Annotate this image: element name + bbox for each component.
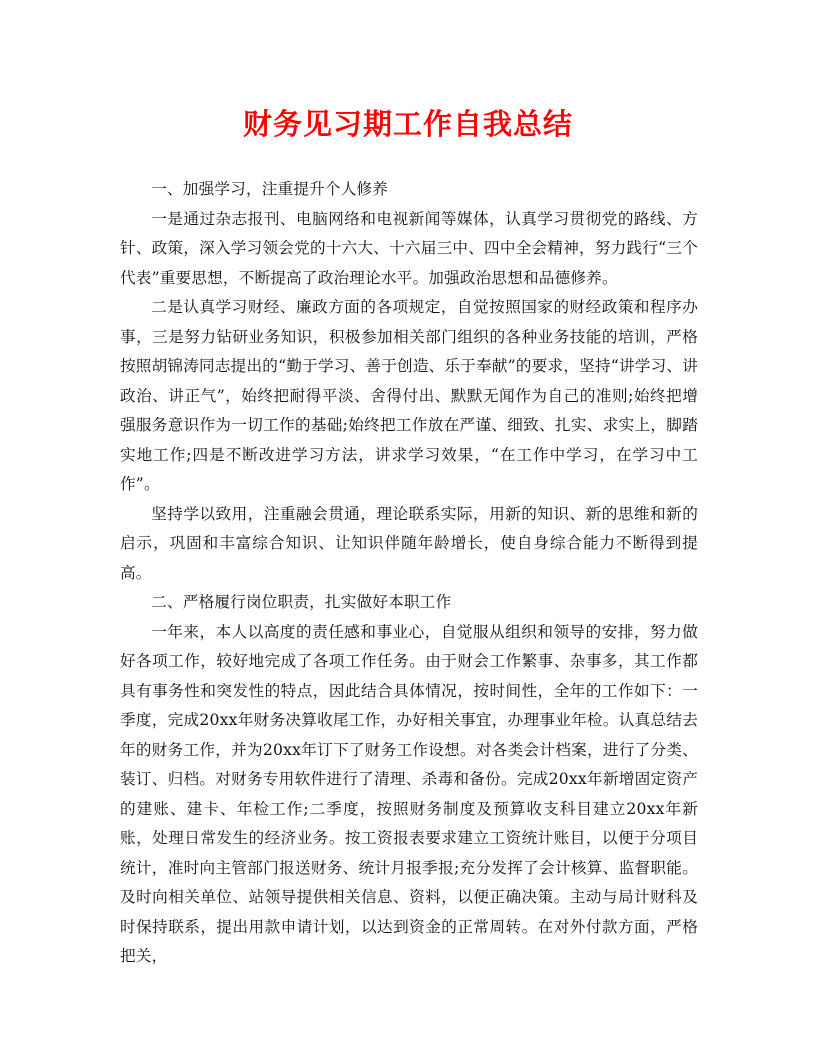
paragraph-3: 坚持学以致用，注重融会贯通，理论联系实际，用新的知识、新的思维和新的启示，巩固和丰富综合知识、让知识伴随年龄增长，使自身综合能力不断得到提高。 (120, 504, 698, 582)
paragraph-2: 二是认真学习财经、廉政方面的各项规定，自觉按照国家的财经政策和程序办事，三是努力钻研业务知识，积极参加相关部门组织的各种业务技能的培训，严格按照胡锦涛同志提出的“勤于学习、善于创造、乐于奉献”的要求，坚持“讲学习、讲政治、讲正气”，始终把耐得平淡、舍得付出、默默无闻作为自己的准则;始终把增强服务意识作为一切工作的基础;始终把工作放在严谨、细致、扎实、求实上，脚踏实地工作;四是不断改进学习方法，讲求学习效果，“在工作中学习，在学习中工作”。 (120, 298, 698, 493)
paragraph-1: 一是通过杂志报刊、电脑网络和电视新闻等媒体，认真学习贯彻党的路线、方针、政策，深入学习领会党的十六大、十六届三中、四中全会精神，努力践行“三个代表”重要思想，不断提高了政治理论水平。加强政治思想和品德修养。 (120, 209, 698, 287)
paragraph-4: 一年来，本人以高度的责任感和事业心，自觉服从组织和领导的安排，努力做好各项工作，较好地完成了各项工作任务。由于财会工作繁事、杂事多，其工作都具有事务性和突发性的特点，因此结合具体情况，按时间性，全年的工作如下：一季度，完成20xx年财务决算收尾工作，办好相关事宜，办理事业年检。认真总结去年的财务工作，并为20xx年订下了财务工作设想。对各类会计档案，进行了分类、装订、归档。对财务专用软件进行了清理、杀毒和备份。完成20xx年新增固定资产的建账、建卡、年检工作;二季度，按照财务制度及预算收支科目建立20xx年新账，处理日常发生的经济业务。按工资报表要求建立工资统计账目，以便于分项目统计，准时向主管部门报送财务、统计月报季报;充分发挥了会计核算、监督职能。及时向相关单位、站领导提供相关信息、资料，以便正确决策。主动与局计财科及时保持联系，提出用款申请计划，以达到资金的正常周转。在对外付款方面，严格把关， (120, 622, 698, 965)
section-heading-1: 一、加强学习，注重提升个人修养 (151, 180, 389, 198)
document-title: 财务见习期工作自我总结 (242, 107, 573, 141)
section-heading-2: 二、严格履行岗位职责，扎实做好本职工作 (151, 593, 452, 611)
document-body (120, 175, 698, 972)
